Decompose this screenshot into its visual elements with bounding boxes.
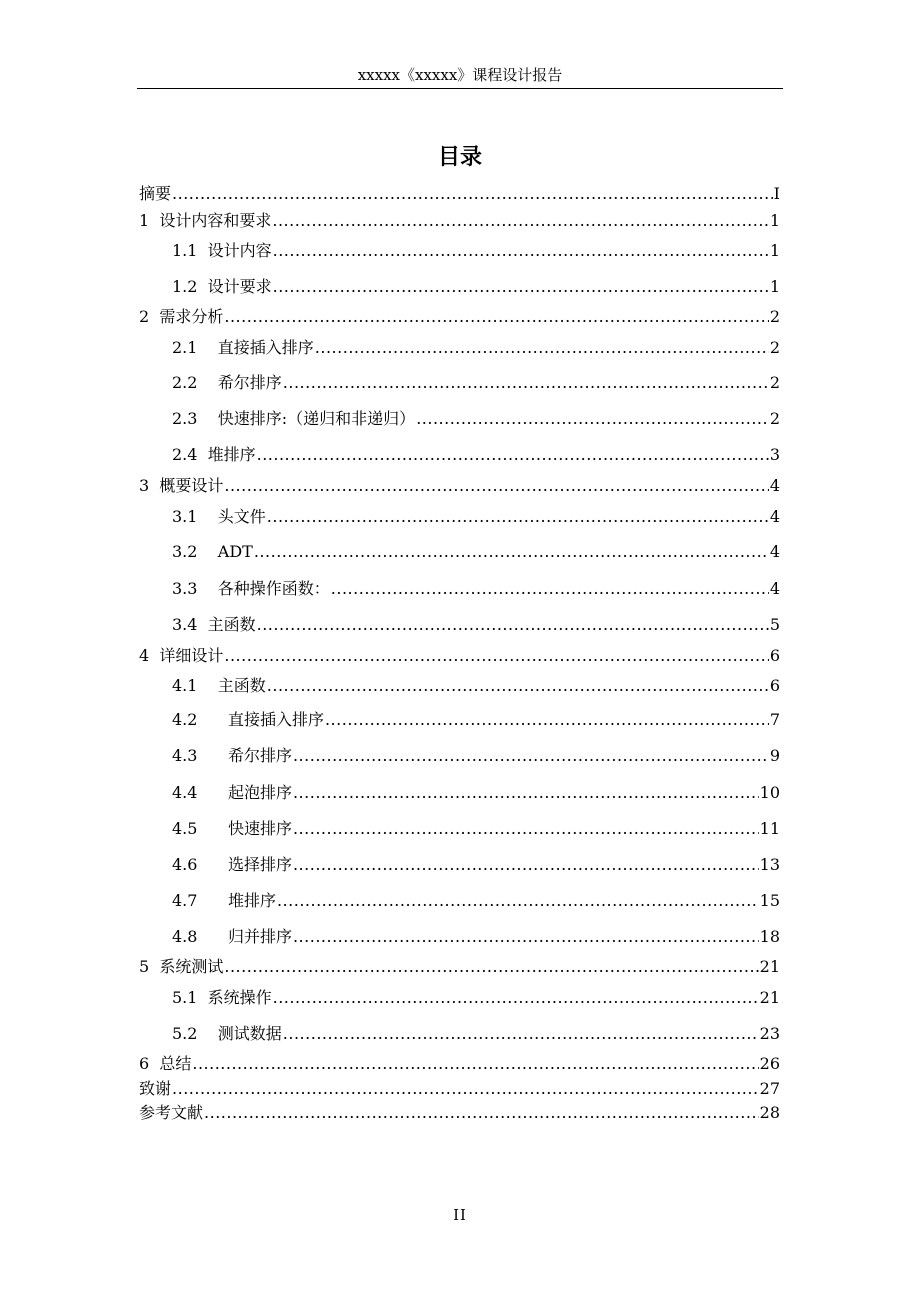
toc-entry-page: 5 (769, 615, 780, 634)
toc-leader-dots (293, 818, 759, 840)
toc-entry[interactable] (172, 444, 780, 466)
toc-leader-dots (416, 408, 769, 430)
toc-entry-page: 9 (769, 746, 780, 765)
toc-leader-dots (224, 956, 758, 978)
toc-leader-dots (224, 475, 768, 497)
page-number: II (453, 1206, 467, 1224)
toc-leader-dots (192, 1053, 758, 1075)
toc-entry[interactable] (172, 782, 780, 804)
toc-entry-page: 1 (769, 277, 780, 296)
toc-entry[interactable] (172, 337, 780, 359)
toc-leader-dots (293, 745, 769, 767)
toc-entry-label: 5 系统测试 (139, 957, 224, 976)
toc-entry[interactable] (172, 541, 780, 563)
toc-entry-label: 2 需求分析 (139, 307, 224, 326)
toc-entry-page: 10 (759, 783, 780, 802)
toc-entry-label: 3.3 各种操作函数： (172, 579, 330, 598)
toc-entry-page: 2 (769, 373, 780, 392)
toc-entry[interactable] (139, 306, 780, 328)
toc-entry[interactable] (172, 926, 780, 948)
toc-leader-dots (254, 541, 769, 563)
toc-entry-label: 4.1 主函数 (172, 676, 266, 695)
toc-entry-label: 5.2 测试数据 (172, 1024, 282, 1043)
toc-entry-label: 4.6 选择排序 (172, 855, 292, 874)
toc-leader-dots (267, 506, 769, 528)
toc-leader-dots (224, 645, 768, 667)
toc-entry-label: 1.1 设计内容 (172, 241, 272, 260)
toc-entry-label: 4.4 起泡排序 (172, 783, 292, 802)
toc-leader-dots (273, 276, 769, 298)
toc-entry-label: 2.4 堆排序 (172, 445, 256, 464)
toc-entry-page: 27 (759, 1079, 780, 1098)
toc-leader-dots (272, 210, 768, 232)
toc-entry[interactable] (139, 1078, 780, 1100)
toc-leader-dots (283, 372, 769, 394)
toc-entry[interactable] (172, 987, 780, 1009)
toc-entry-page: 28 (759, 1103, 780, 1122)
toc-entry[interactable] (172, 890, 780, 912)
toc-entry-page: 7 (769, 710, 780, 729)
toc-entry-page: 6 (769, 646, 780, 665)
toc-leader-dots (267, 675, 769, 697)
toc-entry[interactable] (139, 956, 780, 978)
toc-leader-dots (204, 1102, 759, 1124)
toc-entry-page: 1 (769, 241, 780, 260)
toc-entry[interactable] (139, 475, 780, 497)
toc-entry-page: 2 (769, 307, 780, 326)
toc-entry-label: 1.2 设计要求 (172, 277, 272, 296)
toc-entry-page: 3 (769, 445, 780, 464)
toc-entry-label: 4 详细设计 (139, 646, 224, 665)
toc-entry[interactable] (172, 818, 780, 840)
toc-entry-label: 2.3 快速排序:（递归和非递归） (172, 409, 416, 428)
toc-entry-label: 6 总结 (139, 1054, 192, 1073)
toc-entry-label: 4.7 堆排序 (172, 891, 276, 910)
toc-entry[interactable] (139, 1102, 780, 1124)
toc-entry[interactable] (172, 578, 780, 600)
toc-entry-page: 6 (769, 676, 780, 695)
toc-entry[interactable] (139, 183, 780, 205)
toc-entry-page: 4 (769, 507, 780, 526)
toc-leader-dots (331, 578, 769, 600)
toc-entry-label: 致谢 (139, 1079, 172, 1098)
toc-entry-page: 11 (759, 819, 780, 838)
toc-entry-label: 1 设计内容和要求 (139, 211, 272, 230)
toc-leader-dots (257, 444, 769, 466)
toc-leader-dots (293, 782, 759, 804)
toc-entry-label: 参考文献 (139, 1103, 204, 1122)
toc-entry-label: 3.2 ADT (172, 542, 253, 561)
toc-entry[interactable] (172, 372, 780, 394)
toc-title: 目录 (437, 145, 482, 170)
toc-entry[interactable] (172, 854, 780, 876)
toc-entry[interactable] (172, 240, 780, 262)
toc-entry-page: 2 (769, 409, 780, 428)
toc-entry[interactable] (172, 276, 780, 298)
toc-leader-dots (293, 926, 759, 948)
toc-entry-page: 23 (759, 1024, 780, 1043)
toc-leader-dots (172, 1078, 759, 1100)
toc-entry-page: 2 (769, 338, 780, 357)
toc-entry[interactable] (172, 709, 780, 731)
toc-entry-label: 摘要 (139, 184, 172, 203)
toc-leader-dots (325, 709, 769, 731)
toc-leader-dots (283, 1023, 759, 1045)
toc-entry-label: 4.2 直接插入排序 (172, 710, 324, 729)
toc-entry-label: 2.2 希尔排序 (172, 373, 282, 392)
toc-leader-dots (172, 183, 773, 205)
toc-entry[interactable] (172, 506, 780, 528)
toc-leader-dots (224, 306, 768, 328)
toc-entry[interactable] (172, 614, 780, 636)
toc-entry-page: I (773, 184, 780, 203)
toc-entry[interactable] (139, 210, 780, 232)
toc-leader-dots (273, 987, 759, 1009)
toc-entry-label: 3.4 主函数 (172, 615, 256, 634)
toc-entry[interactable] (139, 1053, 780, 1075)
toc-leader-dots (293, 854, 759, 876)
running-header: xxxxx《xxxxx》课程设计报告 (357, 66, 563, 84)
toc-entry[interactable] (172, 1023, 780, 1045)
toc-entry-label: 4.3 希尔排序 (172, 746, 292, 765)
toc-leader-dots (277, 890, 759, 912)
toc-entry-label: 3 概要设计 (139, 476, 224, 495)
toc-entry-page: 21 (759, 988, 780, 1007)
toc-entry-page: 4 (769, 579, 780, 598)
toc-entry[interactable] (139, 645, 780, 667)
toc-entry-label: 5.1 系统操作 (172, 988, 272, 1007)
toc-entry-page: 15 (759, 891, 780, 910)
toc-entry-page: 13 (759, 855, 780, 874)
toc-entry-page: 4 (769, 542, 780, 561)
toc-entry-page: 1 (769, 211, 780, 230)
toc-entry[interactable] (172, 675, 780, 697)
toc-leader-dots (273, 240, 769, 262)
toc-entry-label: 4.8 归并排序 (172, 927, 292, 946)
toc-entry[interactable] (172, 745, 780, 767)
toc-entry-label: 4.5 快速排序 (172, 819, 292, 838)
toc-entry-page: 26 (759, 1054, 780, 1073)
toc-entry-page: 18 (759, 927, 780, 946)
toc-entry[interactable] (172, 408, 780, 430)
toc-leader-dots (315, 337, 769, 359)
toc-entry-page: 4 (769, 476, 780, 495)
toc-entry-page: 21 (759, 957, 780, 976)
toc-entry-label: 2.1 直接插入排序 (172, 338, 314, 357)
toc-leader-dots (257, 614, 769, 636)
toc-entry-label: 3.1 头文件 (172, 507, 266, 526)
